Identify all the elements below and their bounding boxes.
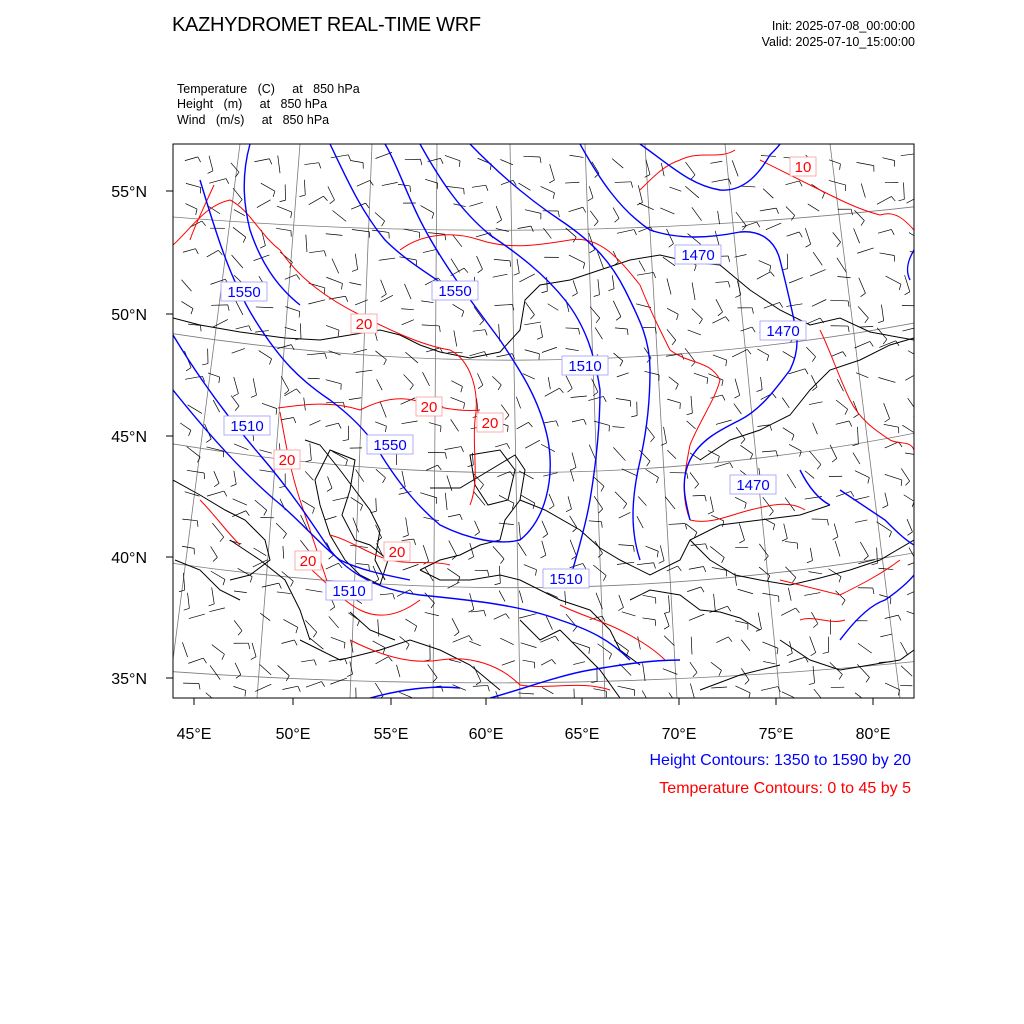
lat-label: 35°N <box>111 671 147 688</box>
svg-text:20: 20 <box>388 544 406 561</box>
valid-time: Valid: 2025-07-10_15:00:00 <box>761 35 915 49</box>
height-label <box>221 282 267 301</box>
lon-label: 45°E <box>176 726 212 743</box>
chart-title: KAZHYDROMET REAL-TIME WRF <box>172 14 481 36</box>
svg-text:1470: 1470 <box>766 323 800 340</box>
temperature-label <box>351 314 377 333</box>
height-label <box>543 569 589 588</box>
field-height: Height (m) at 850 hPa <box>177 97 328 111</box>
field-temperature: Temperature (C) at 850 hPa <box>177 82 360 96</box>
height-label <box>760 321 806 340</box>
height-label <box>367 435 413 454</box>
init-time: Init: 2025-07-08_00:00:00 <box>771 19 915 33</box>
svg-text:20: 20 <box>481 415 499 432</box>
svg-text:1470: 1470 <box>681 247 715 264</box>
svg-text:20: 20 <box>355 316 373 333</box>
svg-text:1510: 1510 <box>568 358 602 375</box>
height-contour-legend: Height Contours: 1350 to 1590 by 20 <box>649 752 911 769</box>
temperature-label <box>274 450 300 469</box>
svg-text:20: 20 <box>299 553 317 570</box>
height-label <box>730 475 776 494</box>
height-contour-labels <box>221 245 806 600</box>
latitude-labels <box>111 184 147 688</box>
temperature-label <box>295 551 321 570</box>
height-label <box>326 581 372 600</box>
temperature-label <box>790 157 816 176</box>
lon-label: 70°E <box>661 726 697 743</box>
temperature-contour-legend: Temperature Contours: 0 to 45 by 5 <box>659 780 911 797</box>
temperature-contour-labels <box>274 157 816 570</box>
svg-text:1470: 1470 <box>736 477 770 494</box>
wind-barbs <box>179 152 925 708</box>
temperature-label <box>477 413 503 432</box>
lon-label: 55°E <box>373 726 409 743</box>
svg-text:10: 10 <box>794 159 812 176</box>
lat-label: 45°N <box>111 429 147 446</box>
temperature-label <box>416 397 442 416</box>
height-label <box>675 245 721 264</box>
field-wind: Wind (m/s) at 850 hPa <box>177 113 330 127</box>
svg-text:1550: 1550 <box>373 437 407 454</box>
height-label <box>432 281 478 300</box>
svg-text:20: 20 <box>420 399 438 416</box>
lon-label: 65°E <box>564 726 600 743</box>
lon-label: 80°E <box>855 726 891 743</box>
lat-label: 40°N <box>111 550 147 567</box>
svg-text:1550: 1550 <box>227 284 261 301</box>
lat-label: 55°N <box>111 184 147 201</box>
svg-text:20: 20 <box>278 452 296 469</box>
temperature-label <box>384 542 410 561</box>
height-contours <box>173 144 914 698</box>
lon-label: 50°E <box>275 726 311 743</box>
axis-ticks <box>166 191 873 705</box>
svg-text:1510: 1510 <box>332 583 366 600</box>
lon-label: 60°E <box>468 726 504 743</box>
lon-label: 75°E <box>758 726 794 743</box>
longitude-labels <box>177 726 891 743</box>
svg-text:1510: 1510 <box>230 418 264 435</box>
svg-text:1510: 1510 <box>549 571 583 588</box>
height-label <box>562 356 608 375</box>
svg-text:1550: 1550 <box>438 283 472 300</box>
height-label <box>224 416 270 435</box>
lat-label: 50°N <box>111 307 147 324</box>
